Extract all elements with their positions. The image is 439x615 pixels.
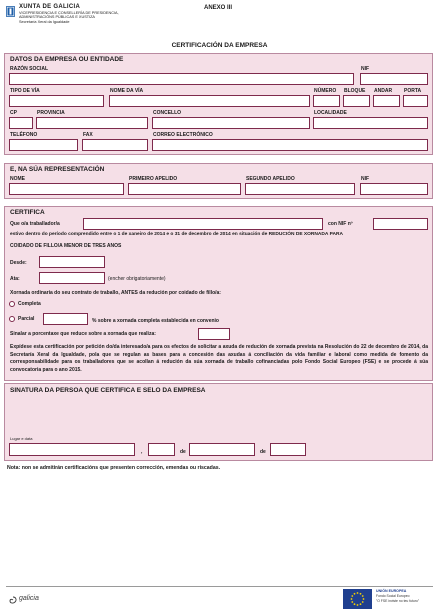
ata-label: Ata: xyxy=(10,276,20,282)
provincia-field[interactable] xyxy=(36,117,148,129)
note-text: Nota: non se admitirán certificacións que presenten corrección, emendas ou riscadas. xyxy=(7,465,221,471)
correo-field[interactable] xyxy=(152,139,428,151)
worker-nif-field[interactable] xyxy=(373,218,428,230)
porta-label: PORTA xyxy=(404,88,422,94)
bloque-field[interactable] xyxy=(343,95,370,107)
eu-line-1: Fondo Social Europeo xyxy=(376,594,410,598)
fax-label: FAX xyxy=(83,132,93,138)
telefono-label: TELÉFONO xyxy=(10,132,38,138)
numero-label: NÚMERO xyxy=(314,88,337,94)
month-field[interactable] xyxy=(189,443,255,456)
year-field[interactable] xyxy=(270,443,306,456)
numero-field[interactable] xyxy=(313,95,340,107)
andar-label: ANDAR xyxy=(374,88,393,94)
ata-note: (encher obrigatoriamente) xyxy=(108,276,166,282)
ata-date-field[interactable] xyxy=(39,272,105,284)
eu-line-2: "O FSE inviste no teu futuro" xyxy=(376,598,420,603)
nome-via-field[interactable] xyxy=(109,95,310,107)
traballador-name-field[interactable] xyxy=(83,218,323,230)
cp-label: CP xyxy=(10,110,17,116)
parcial-note: % sobre a xornada completa establecida en convenio xyxy=(92,318,219,324)
parcial-radio[interactable] xyxy=(9,316,15,322)
day-field[interactable] xyxy=(148,443,175,456)
nome-via-label: NOME DA VÍA xyxy=(110,88,144,94)
rep-nome-label: NOME xyxy=(10,176,25,182)
galicia-swirl-icon xyxy=(8,596,18,606)
porcentaxe-field[interactable] xyxy=(198,328,230,340)
andar-field[interactable] xyxy=(373,95,400,107)
representative-section-title: E, NA SÚA REPRESENTACIÓN xyxy=(10,166,105,173)
footer-divider xyxy=(6,586,433,587)
period-text-line-1: estivo dentro do período comprendido entre o 1 de xaneiro de 2014 e o 31 de decembro de 2014 en situación de REDUCIÓN DE XORNADA PARA xyxy=(10,232,343,237)
rep-segundo-apelido-label: SEGUNDO APELIDO xyxy=(246,176,295,182)
localidade-field[interactable] xyxy=(313,117,428,129)
rep-primeiro-apelido-label: PRIMEIRO APELIDO xyxy=(129,176,178,182)
tipo-via-label: TIPO DE VÍA xyxy=(10,88,40,94)
certifica-section-title: CERTIFICA xyxy=(10,209,45,216)
galicia-brand-text: galicia xyxy=(19,595,39,602)
rep-segundo-apelido-field[interactable] xyxy=(245,183,355,195)
razon-social-label: RAZÓN SOCIAL xyxy=(10,66,49,72)
galicia-brand-icon xyxy=(8,593,18,603)
certification-paragraph: Expídese esta certificación por petición do/da interesado/a para os efectos de solicitar a axuda de redución de xornada prevista na Resolución do 22 de decembro de 2014, da Secretaría Xeral da Igualdade, pola que se regulan as bases para a concesión das axudas á conciliación da vida familiar e laboral como medida de fomento da corresponsabilidade para os traballadores que se acollan á redución da súa xornada de traballo cofinanciadas polo Fondo Social Europeo (FSE) e se procede á súa convocatoria para o ano 2015. xyxy=(10,344,428,373)
comma-separator: , xyxy=(141,449,143,455)
parcial-label: Parcial xyxy=(18,316,35,322)
porcentaxe-label: Sinalar a porcentaxe que reduce sobre a xornada que realiza: xyxy=(10,331,156,337)
org-name: XUNTA DE GALICIA xyxy=(19,4,81,10)
provincia-label: PROVINCIA xyxy=(37,110,65,116)
signature-section-title: SINATURA DA PERSOA QUE CERTIFICA E SELO DA EMPRESA xyxy=(10,387,206,394)
que-traballador-label: Que o/a traballador/a xyxy=(10,221,60,227)
bloque-label: BLOQUE xyxy=(344,88,366,94)
de-label-2: de xyxy=(260,449,266,455)
xornada-label: Xornada ordinaria do seu contrato de traballo, ANTES da redución por coidado de fillo/a: xyxy=(10,290,221,296)
completa-label: Completa xyxy=(18,301,41,307)
rep-nome-field[interactable] xyxy=(9,183,124,195)
company-nif-label: NIF xyxy=(361,66,370,72)
xunta-emblem-icon xyxy=(6,6,15,17)
rep-primeiro-apelido-field[interactable] xyxy=(128,183,241,195)
place-field[interactable] xyxy=(9,443,135,456)
worker-nif-label: con NIF nº xyxy=(328,221,353,227)
desde-date-field[interactable] xyxy=(39,256,105,268)
company-nif-field[interactable] xyxy=(360,73,428,85)
rep-nif-label: NIF xyxy=(361,176,370,182)
localidade-label: LOCALIDADE xyxy=(314,110,347,116)
concello-field[interactable] xyxy=(152,117,310,129)
razon-social-field[interactable] xyxy=(9,73,354,85)
dept-line-2: ADMINISTRACIÓNS PÚBLICAS E XUSTIZA xyxy=(19,15,95,19)
desde-label: Desde: xyxy=(10,260,27,266)
company-section-title: DATOS DA EMPRESA OU ENTIDADE xyxy=(10,56,124,63)
document-title: CERTIFICACIÓN DA EMPRESA xyxy=(171,42,268,49)
place-date-label: Lugar e data xyxy=(10,436,33,441)
xunta-logo xyxy=(6,4,15,15)
telefono-field[interactable] xyxy=(9,139,78,151)
porta-field[interactable] xyxy=(403,95,428,107)
fax-field[interactable] xyxy=(82,139,148,151)
concello-label: CONCELLO xyxy=(153,110,182,116)
period-text-line-2: COIDADO DE FILLO/A MENOR DE TRES ANOS xyxy=(10,243,122,249)
eu-flag-icon xyxy=(343,589,372,609)
de-label-1: de xyxy=(180,449,186,455)
tipo-via-field[interactable] xyxy=(9,95,104,107)
annex-label: ANEXO III xyxy=(204,5,233,11)
cp-field[interactable] xyxy=(9,117,33,129)
completa-radio[interactable] xyxy=(9,301,15,307)
parcial-percent-field[interactable] xyxy=(43,313,88,325)
dept-line-3: Secretaría Xeral da Igualdade xyxy=(19,19,70,24)
correo-label: CORREO ELECTRÓNICO xyxy=(153,132,213,138)
rep-nif-field[interactable] xyxy=(360,183,428,195)
dept-line-1: VICEPRESIDENCIA E CONSELLERÍA DE PRESIDENCIA, xyxy=(19,10,119,15)
eu-title: UNIÓN EUROPEA xyxy=(376,589,407,593)
